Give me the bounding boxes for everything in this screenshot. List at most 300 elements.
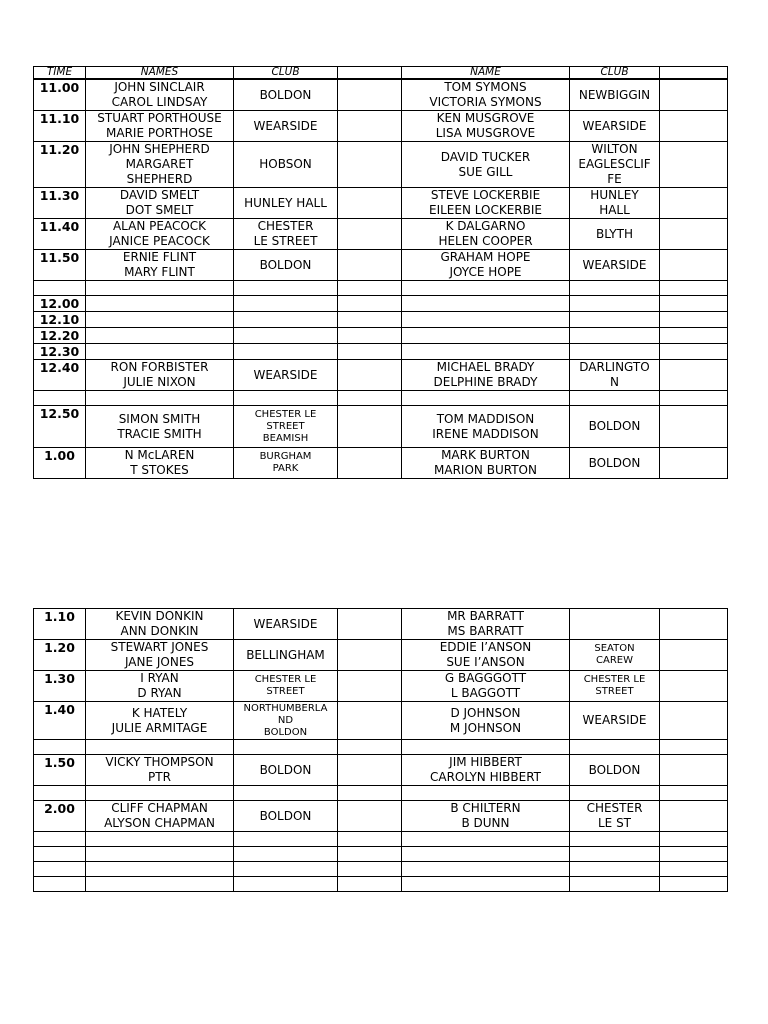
club-2-cell [570,188,660,219]
time-cell [34,877,86,892]
schedule-row [34,877,728,892]
header-name: NAME [402,67,570,80]
time-cell: 1.30 [34,671,86,702]
club-2-cell-line: HUNLEY [590,188,639,202]
club-1-cell-line: WEARSIDE [253,616,318,631]
pair-1-cell-line: T STOKES [130,463,189,477]
pair-1-cell-line: DAVID SMELT [119,188,200,202]
blank-cell-2 [660,448,728,479]
header-blank-2 [660,67,728,80]
club-1-cell [234,406,338,448]
header-row [34,67,728,80]
club-2-cell [570,702,660,740]
blank-cell-2 [660,281,728,296]
blank-cell-2 [660,801,728,832]
blank-cell-1 [338,391,402,406]
club-2-cell-line: HALL [599,203,630,217]
blank-cell-2 [660,391,728,406]
time-cell: 12.00 [34,296,86,312]
pair-1-cell-line: I RYAN [140,671,179,685]
schedule-row [34,755,728,786]
club-2-cell [570,312,660,328]
club-1-cell-line: BEAMISH [262,432,309,444]
schedule-row [34,296,728,312]
blank-cell-2 [660,609,728,640]
club-2-cell [570,219,660,250]
club-2-cell [570,832,660,847]
pair-1-cell-line: ANN DONKIN [120,624,199,638]
schedule-row [34,406,728,448]
blank-cell-1 [338,847,402,862]
time-cell [34,847,86,862]
club-2-cell-line: CHESTER LE [583,674,646,685]
blank-cell-1 [338,448,402,479]
blank-cell-2 [660,142,728,188]
pair-1-cell [86,786,234,801]
club-1-cell [234,877,338,892]
pair-2-cell-line: VICTORIA SYMONS [429,95,542,109]
club-2-cell-line: WEARSIDE [582,118,647,133]
pair-2-cell [402,296,570,312]
pair-2-cell [402,219,570,250]
time-cell: 11.40 [34,219,86,250]
pair-1-cell-line: JULIE ARMITAGE [111,720,208,735]
club-1-cell-line: WEARSIDE [253,118,318,133]
pair-1-cell-line: TRACIE SMITH [117,426,202,441]
club-2-cell-line: NEWBIGGIN [578,87,651,102]
blank-cell-1 [338,801,402,832]
pair-2-cell-line: MS BARRATT [447,624,524,638]
club-2-cell-line: FE [607,172,622,186]
blank-cell-2 [660,702,728,740]
pair-2-cell-line: GRAHAM HOPE [440,250,531,264]
schedule-row [34,188,728,219]
blank-cell-1 [338,671,402,702]
blank-cell-2 [660,406,728,448]
pair-1-cell-line: DOT SMELT [125,203,194,217]
pair-1-cell-line: MARY FLINT [124,265,195,279]
pair-1-cell-line: CAROL LINDSAY [111,95,208,109]
club-1-cell-line: BOLDON [259,808,312,823]
pair-2-cell [402,250,570,281]
pair-2-cell-line: G BAGGGOTT [444,671,527,685]
schedule-row [34,142,728,188]
pair-2-cell-line: DAVID TUCKER [440,149,531,164]
blank-cell-2 [660,786,728,801]
pair-2-cell-line: M JOHNSON [449,720,522,735]
club-2-cell [570,671,660,702]
club-1-cell [234,142,338,188]
header-names: NAMES [86,67,234,80]
schedule-row [34,740,728,755]
pair-2-cell [402,740,570,755]
club-2-cell [570,391,660,406]
pair-1-cell [86,344,234,360]
pair-2-cell [402,786,570,801]
club-2-cell [570,406,660,448]
header-club-2: CLUB [570,67,660,80]
header-club-1: CLUB [234,67,338,80]
club-1-cell-line: BURGHAM [259,451,312,462]
pair-2-cell-line: L BAGGOTT [450,686,521,700]
time-cell: 11.50 [34,250,86,281]
pair-1-cell [86,79,234,111]
pair-1-cell-line: RON FORBISTER [110,360,209,374]
club-1-cell-line: ND [277,714,294,726]
club-2-cell [570,281,660,296]
club-2-cell [570,609,660,640]
blank-cell-2 [660,847,728,862]
pair-2-cell [402,755,570,786]
blank-cell-1 [338,188,402,219]
schedule-row [34,250,728,281]
blank-cell-1 [338,702,402,740]
blank-cell-1 [338,832,402,847]
blank-cell-1 [338,219,402,250]
blank-cell-2 [660,862,728,877]
pair-1-cell-line: JANICE PEACOCK [109,234,210,248]
pair-1-cell [86,360,234,391]
pair-1-cell [86,219,234,250]
blank-cell-2 [660,312,728,328]
club-1-cell [234,755,338,786]
club-1-cell-line: CHESTER LE [254,674,317,685]
blank-cell-1 [338,755,402,786]
pair-2-cell [402,862,570,877]
blank-cell-1 [338,360,402,391]
pair-1-cell [86,702,234,740]
blank-cell-2 [660,360,728,391]
club-1-cell [234,847,338,862]
time-cell [34,786,86,801]
pair-1-cell [86,847,234,862]
pair-2-cell [402,671,570,702]
club-2-cell-line: CAREW [596,655,633,666]
club-1-cell [234,640,338,671]
pair-2-cell [402,328,570,344]
club-2-cell [570,328,660,344]
pair-2-cell [402,406,570,448]
pair-1-cell [86,609,234,640]
pair-1-cell [86,406,234,448]
pair-1-cell [86,281,234,296]
pair-1-cell-line: MARGARET [125,157,194,171]
club-1-cell [234,296,338,312]
club-2-cell-line: SEATON [594,643,635,654]
pair-1-cell-line: SHEPHERD [126,172,193,186]
pair-2-cell-line: TOM SYMONS [444,80,527,94]
blank-cell-1 [338,406,402,448]
pair-1-cell-line: ERNIE FLINT [122,250,197,264]
pair-2-cell [402,281,570,296]
club-1-cell [234,391,338,406]
blank-cell-1 [338,312,402,328]
schedule-row [34,671,728,702]
pair-1-cell-line: STUART PORTHOUSE [97,111,222,125]
pair-2-cell [402,360,570,391]
blank-cell-1 [338,281,402,296]
pair-2-cell [402,111,570,142]
club-1-cell [234,328,338,344]
schedule-row [34,344,728,360]
time-cell: 1.40 [34,702,86,740]
blank-cell-1 [338,328,402,344]
blank-cell-2 [660,740,728,755]
club-2-cell-line: CHESTER [586,801,643,815]
pair-2-cell-line: B CHILTERN [450,801,521,815]
club-1-cell-line: BOLDON [259,257,312,272]
club-1-cell-line: WEARSIDE [253,367,318,382]
blank-cell-2 [660,296,728,312]
pair-1-cell [86,142,234,188]
schedule-row [34,609,728,640]
club-1-cell [234,312,338,328]
pair-1-cell-line: N McLAREN [124,448,195,462]
pair-2-cell [402,877,570,892]
pair-1-cell-line: PTR [148,770,171,784]
club-1-cell-line: CHESTER [257,219,314,233]
club-2-cell-line: BOLDON [588,762,641,777]
schedule-row [34,79,728,111]
pair-1-cell [86,640,234,671]
time-cell: 12.10 [34,312,86,328]
pair-2-cell [402,801,570,832]
club-1-cell-line: BOLDON [263,726,308,738]
club-1-cell-line: BOLDON [259,762,312,777]
blank-cell-2 [660,755,728,786]
pair-2-cell-line: JIM HIBBERT [449,755,522,769]
club-2-cell [570,847,660,862]
time-cell [34,391,86,406]
club-1-cell-line: PARK [272,463,299,474]
club-2-cell [570,801,660,832]
club-1-cell-line: HOBSON [259,157,312,171]
schedule-row [34,328,728,344]
club-1-cell-line: BOLDON [259,87,312,102]
pair-1-cell-line: CLIFF CHAPMAN [111,801,208,815]
club-2-cell [570,862,660,877]
blank-cell-1 [338,142,402,188]
pair-1-cell [86,862,234,877]
club-2-cell [570,142,660,188]
pair-1-cell-line: ALAN PEACOCK [112,219,207,233]
pair-1-cell [86,448,234,479]
club-2-cell-line: WEARSIDE [582,257,647,272]
pair-2-cell [402,142,570,188]
club-1-cell [234,862,338,877]
pair-2-cell-line: TOM MADDISON [436,411,535,426]
pair-2-cell-line: D JOHNSON [450,705,521,720]
club-1-cell [234,609,338,640]
schedule-row [34,786,728,801]
blank-cell-2 [660,344,728,360]
pair-1-cell-line: JANE JONES [124,655,195,669]
header-blank-1 [338,67,402,80]
pair-2-cell-line: MICHAEL BRADY [436,360,535,374]
club-1-cell [234,219,338,250]
time-cell: 12.20 [34,328,86,344]
club-2-cell [570,79,660,111]
blank-cell-2 [660,188,728,219]
blank-cell-2 [660,877,728,892]
pair-1-cell-line: JOHN SHEPHERD [109,142,210,156]
time-cell: 1.20 [34,640,86,671]
club-2-cell [570,640,660,671]
schedule-row [34,312,728,328]
pair-1-cell-line: MARIE PORTHOSE [106,126,213,140]
club-1-cell [234,671,338,702]
club-2-cell-line: BOLDON [588,419,641,433]
blank-cell-2 [660,79,728,111]
club-2-cell [570,296,660,312]
club-1-cell [234,79,338,111]
pair-1-cell [86,250,234,281]
time-cell: 11.30 [34,188,86,219]
club-2-cell-line: WILTON [591,142,638,156]
blank-cell-2 [660,671,728,702]
club-1-cell [234,448,338,479]
pair-2-cell-line: EILEEN LOCKERBIE [429,203,542,217]
pair-1-cell-line: K HATELY [131,705,188,720]
club-1-cell-line: CHESTER LE [254,408,317,420]
blank-cell-2 [660,219,728,250]
schedule-row [34,448,728,479]
pair-2-cell [402,702,570,740]
time-cell: 1.50 [34,755,86,786]
blank-cell-1 [338,740,402,755]
pair-1-cell [86,328,234,344]
pair-2-cell-line: B DUNN [461,816,510,830]
blank-cell-1 [338,640,402,671]
blank-cell-1 [338,609,402,640]
pair-2-cell-line: MARK BURTON [441,448,530,462]
club-1-cell-line: HUNLEY HALL [244,195,327,210]
pair-2-cell [402,188,570,219]
schedule-row [34,801,728,832]
pair-1-cell [86,801,234,832]
pair-2-cell [402,448,570,479]
pair-1-cell-line: JOHN SINCLAIR [114,80,205,94]
schedule-row [34,702,728,740]
schedule-row [34,832,728,847]
pair-1-cell [86,755,234,786]
blank-cell-1 [338,786,402,801]
pair-1-cell-line: D RYAN [137,686,182,700]
time-cell: 2.00 [34,801,86,832]
club-2-cell-line: EAGLESCLIF [578,157,651,171]
club-2-cell-line: WEARSIDE [582,713,647,727]
pair-2-cell-line: MARION BURTON [434,463,537,477]
schedule-row [34,391,728,406]
schedule-row [34,281,728,296]
blank-cell-1 [338,877,402,892]
pair-1-cell-line: KEVIN DONKIN [115,609,204,623]
pair-2-cell-line: JOYCE HOPE [449,265,522,279]
club-1-cell-line: BELLINGHAM [246,647,325,662]
club-2-cell [570,786,660,801]
club-1-cell [234,250,338,281]
schedule-row [34,847,728,862]
pair-2-cell [402,609,570,640]
pair-2-cell-line: HELEN COOPER [438,234,533,248]
club-1-cell [234,740,338,755]
blank-cell-1 [338,79,402,111]
club-2-cell-line: STREET [595,686,634,697]
club-2-cell-line: BOLDON [588,455,641,470]
club-2-cell [570,755,660,786]
blank-cell-1 [338,250,402,281]
club-2-cell [570,740,660,755]
schedule-row [34,111,728,142]
pair-2-cell-line: CAROLYN HIBBERT [430,770,541,784]
club-1-cell [234,344,338,360]
pair-1-cell [86,877,234,892]
pair-2-cell-line: EDDIE I’ANSON [439,640,532,654]
pair-2-cell-line: LISA MUSGROVE [435,126,536,140]
blank-cell-1 [338,862,402,877]
pair-1-cell-line: JULIE NIXON [123,375,196,389]
pair-2-cell [402,832,570,847]
club-1-cell [234,281,338,296]
pair-2-cell-line: IRENE MADDISON [432,426,539,441]
club-2-cell-line: BLYTH [595,226,633,241]
pair-2-cell [402,640,570,671]
time-cell [34,862,86,877]
time-cell: 12.30 [34,344,86,360]
club-1-cell [234,832,338,847]
time-cell [34,832,86,847]
pair-1-cell [86,296,234,312]
time-cell: 11.20 [34,142,86,188]
pair-1-cell-line: SIMON SMITH [118,411,201,426]
pair-1-cell-line: STEWART JONES [110,640,209,654]
time-cell [34,740,86,755]
pair-1-cell [86,832,234,847]
pair-1-cell [86,671,234,702]
club-2-cell-line: LE ST [597,816,632,830]
blank-cell-2 [660,111,728,142]
club-2-cell [570,111,660,142]
club-1-cell [234,786,338,801]
time-cell: 1.00 [34,448,86,479]
blank-cell-2 [660,328,728,344]
pair-1-cell [86,312,234,328]
pair-1-cell-line: ALYSON CHAPMAN [104,816,215,830]
pair-1-cell-line: VICKY THOMPSON [105,755,214,769]
pair-2-cell-line: KEN MUSGROVE [436,111,535,125]
schedule-table-2 [33,608,728,892]
time-cell: 12.50 [34,406,86,448]
club-2-cell [570,344,660,360]
pair-2-cell-line: K DALGARNO [445,219,526,233]
club-2-cell-line: DARLINGTO [579,360,650,374]
pair-2-cell [402,344,570,360]
club-1-cell [234,801,338,832]
club-1-cell [234,360,338,391]
time-cell: 11.00 [34,79,86,111]
club-1-cell-line: NORTHUMBERLA [243,702,328,714]
pair-2-cell-line: STEVE LOCKERBIE [430,188,541,202]
pair-2-cell [402,391,570,406]
time-cell [34,281,86,296]
header-time: TIME [34,67,86,80]
schedule-table-1 [33,66,728,479]
blank-cell-2 [660,250,728,281]
time-cell: 11.10 [34,111,86,142]
pair-2-cell [402,312,570,328]
blank-cell-1 [338,344,402,360]
blank-cell-1 [338,296,402,312]
